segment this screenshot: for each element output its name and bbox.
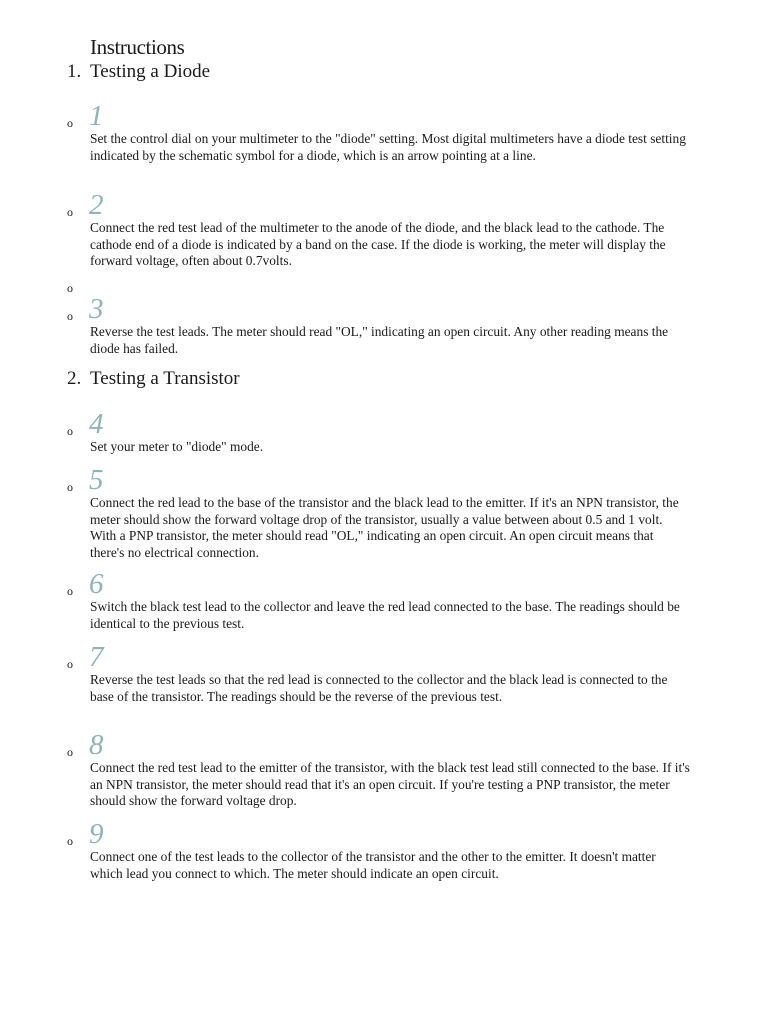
step-text: Reverse the test leads. The meter should read "OL," indicating an open circuit. Any other reading means the diode has failed.	[90, 324, 669, 356]
step-text: Switch the black test lead to the collector and leave the red lead connected to the base. The readings should be identical to the previous test.	[90, 599, 680, 631]
step-number: 7	[89, 641, 104, 673]
step-number: 4	[89, 408, 104, 440]
step-text: Reverse the test leads so that the red lead is connected to the collector and the black lead is connected to the base of the transistor. The readings should be the reverse of the previous test.	[90, 672, 668, 704]
step-number: 6	[89, 568, 104, 600]
list-bullet: o	[67, 424, 73, 438]
list-bullet: o	[67, 584, 73, 598]
list-bullet: o	[67, 657, 73, 671]
section-number: 1.	[67, 61, 82, 82]
list-bullet: o	[67, 834, 73, 848]
step-number: 3	[89, 293, 104, 325]
step-text: Connect one of the test leads to the collector of the transistor and the other to the emitter. It doesn't matter which lead you connect to which. The meter should indicate an open circuit.	[90, 849, 656, 881]
section-heading-testing-a-diode	[67, 60, 210, 84]
step-text: Connect the red lead to the base of the transistor and the black lead to the emitter. If it's an NPN transistor, the meter should show the forward voltage drop of the transistor, usually a value between about 0.5 and 1 volt. With a PNP transistor, the meter should read "OL," indicating an open circuit. An open circuit means that there's no electrical connection.	[90, 495, 679, 560]
step-text: Connect the red test lead of the multimeter to the anode of the diode, and the black lead to the cathode. The cathode end of a diode is indicated by a band on the case. If the diode is working, the meter will display the forward voltage, often about 0.7volts.	[90, 220, 666, 269]
step-number: 2	[89, 189, 104, 221]
step-text: Set the control dial on your multimeter to the "diode" setting. Most digital multimeters have a diode test setting indicated by the schematic symbol for a diode, which is an arrow pointing at a line.	[90, 131, 686, 163]
list-bullet: o	[67, 116, 73, 130]
page-title: Instructions	[90, 35, 185, 59]
step-text: Connect the red test lead to the emitter of the transistor, with the black test lead still connected to the base. If it's an NPN transistor, the meter should read that it's an open circuit. If you're testing a PNP transistor, the meter should show the forward voltage drop.	[90, 760, 690, 809]
list-bullet: o	[67, 309, 73, 323]
list-bullet: o	[67, 745, 73, 759]
list-bullet: o	[67, 480, 73, 494]
step-number: 8	[89, 729, 104, 761]
section-heading-testing-a-transistor	[67, 367, 240, 391]
step-number: 9	[89, 818, 104, 850]
section-heading-label: Testing a Diode	[90, 61, 211, 82]
list-bullet: o	[67, 281, 73, 295]
section-number: 2.	[67, 368, 82, 389]
step-number: 5	[89, 464, 104, 496]
step-number: 1	[89, 100, 104, 132]
list-bullet: o	[67, 205, 73, 219]
step-text: Set your meter to "diode" mode.	[90, 439, 264, 454]
section-heading-label: Testing a Transistor	[90, 368, 240, 389]
